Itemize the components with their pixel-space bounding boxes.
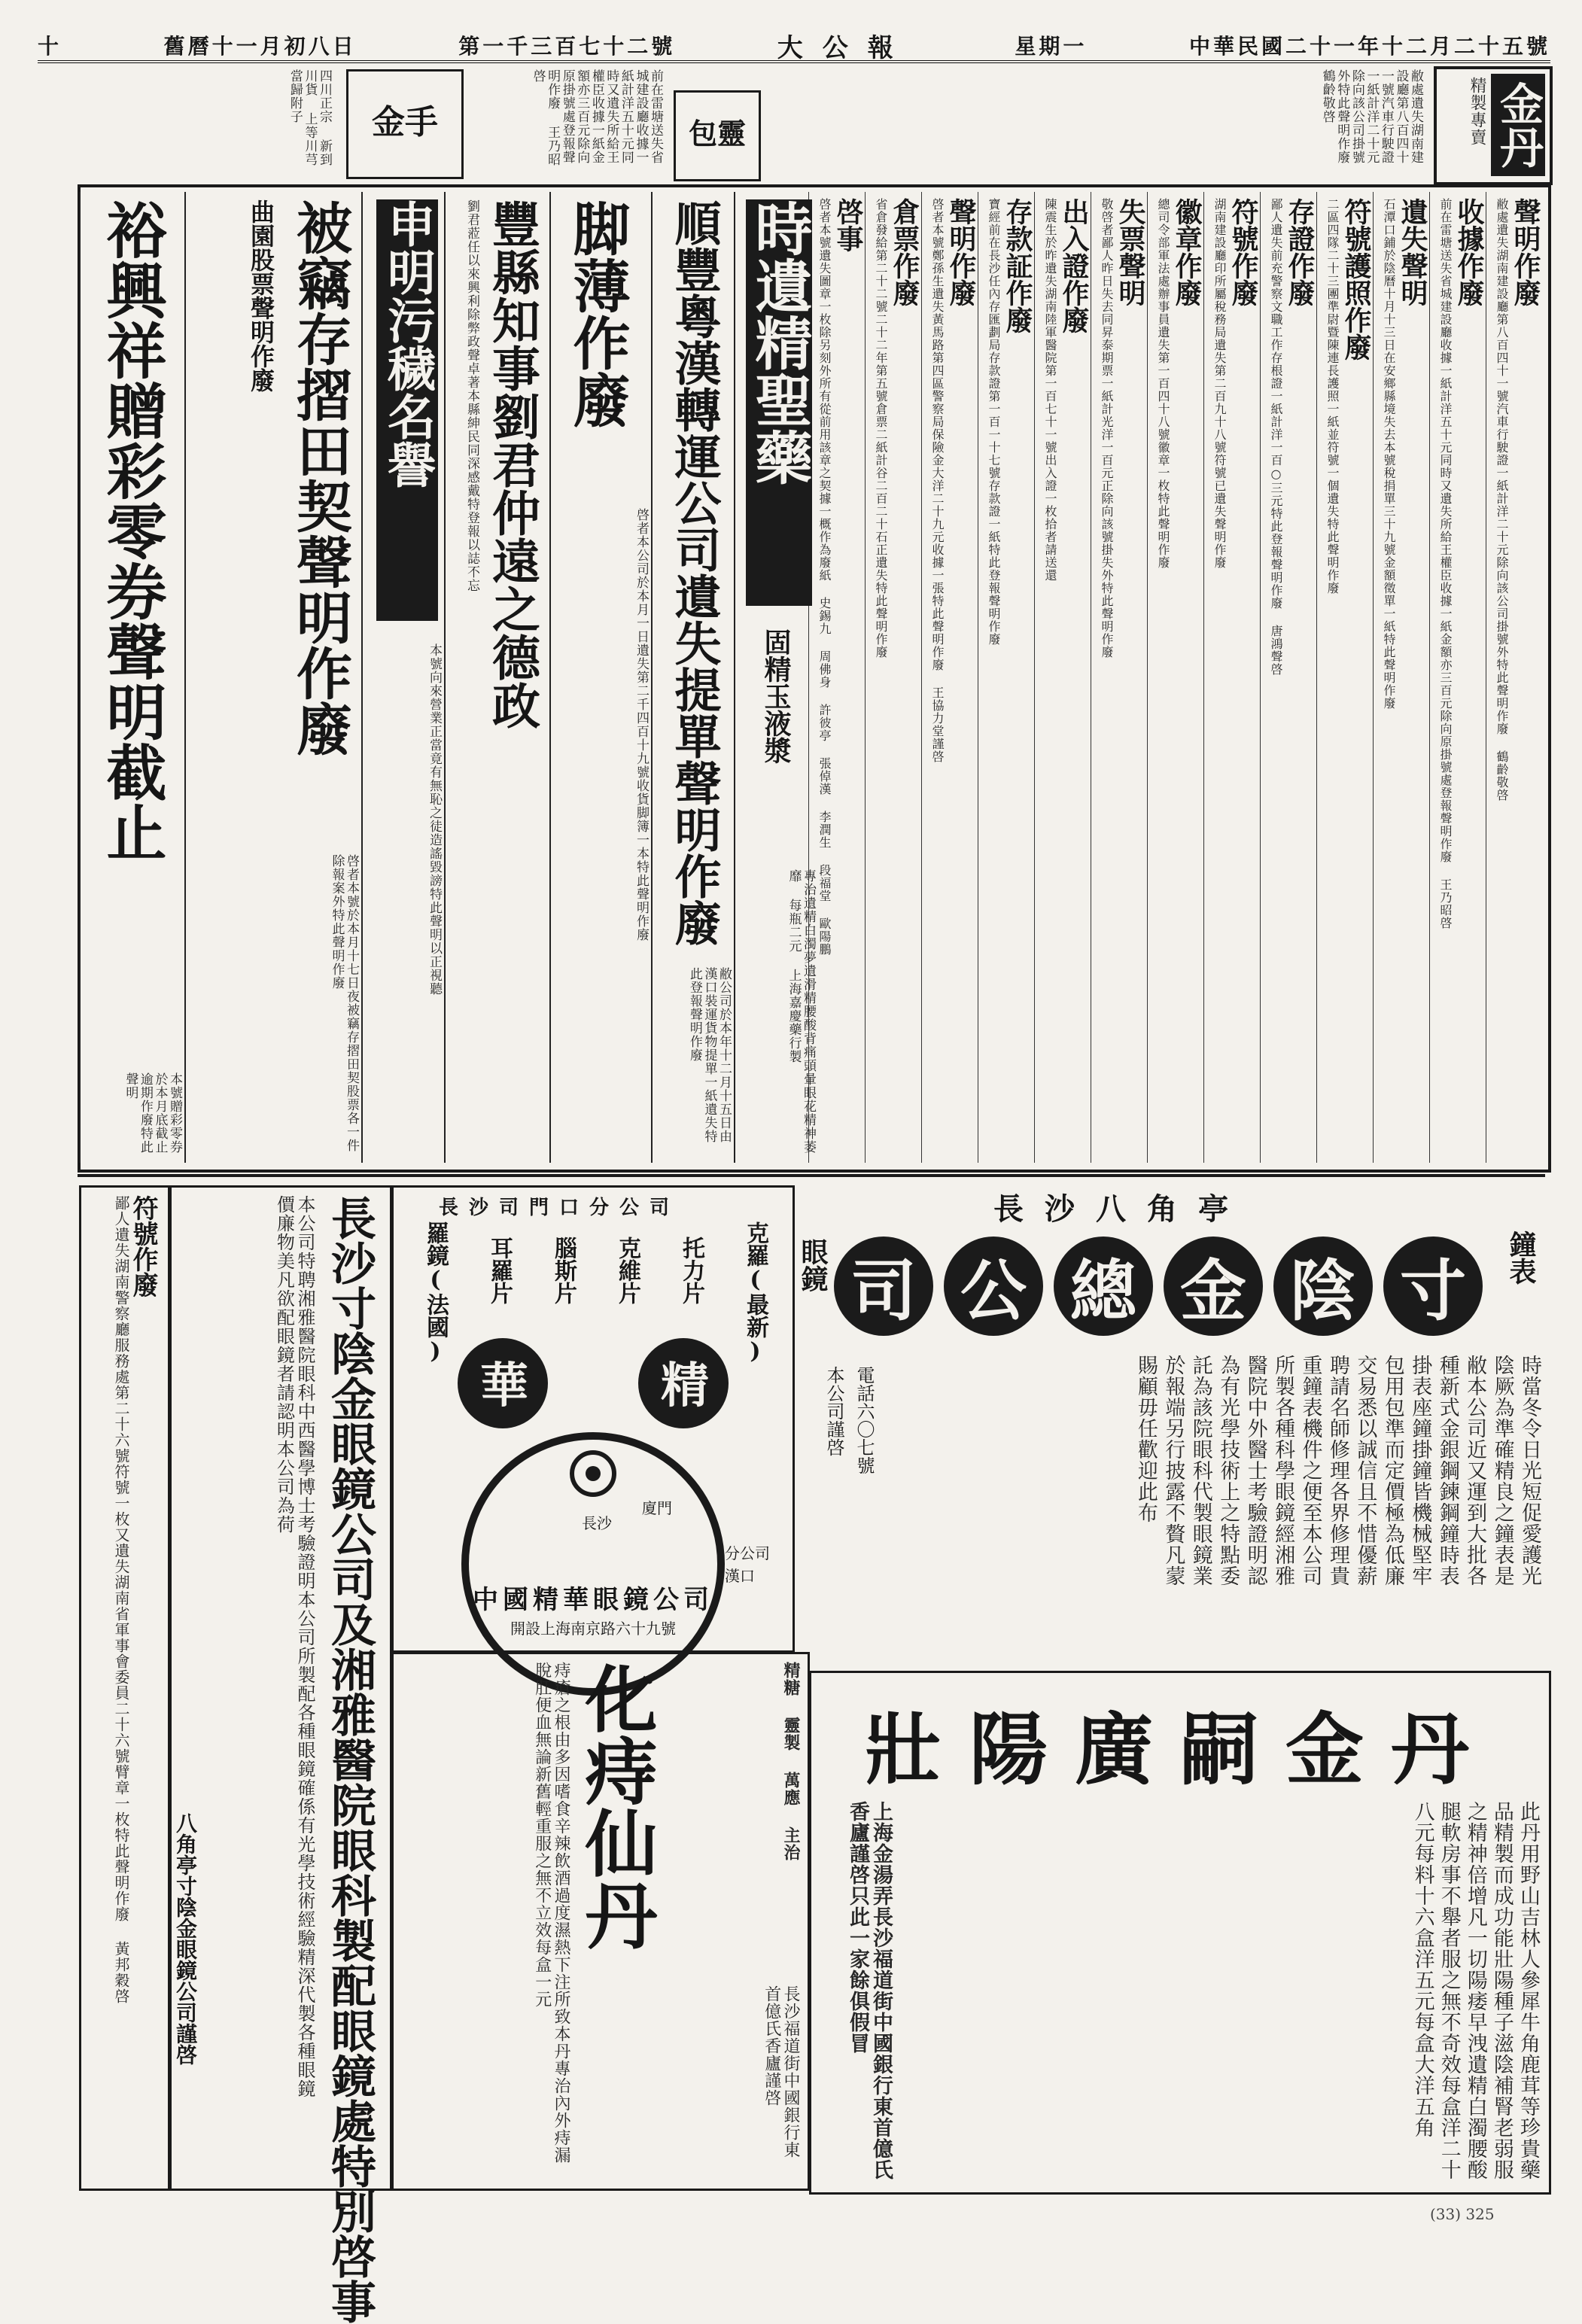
optical-header: 長沙司門口分公司 <box>439 1197 680 1219</box>
quyuan-sub: 曲園股票聲明作廢 <box>247 199 275 392</box>
shop-right-label: 鐘表 <box>1505 1230 1537 1285</box>
shop-name-circles <box>843 1230 1498 1343</box>
shop-name-char: 公 <box>944 1237 1043 1336</box>
brand-label: 克維片 <box>614 1237 640 1304</box>
publication-date: 中華民國二十一年十二月二十五號 <box>1188 34 1550 59</box>
ring-text: 中國精華眼鏡公司 <box>473 1585 713 1615</box>
brand-label: 克羅(最新) <box>742 1221 768 1364</box>
branch-b: 漢口 <box>725 1567 755 1585</box>
shop-phone: 電話六〇七號 <box>853 1366 875 1474</box>
notice-body: 陳震生於昨遺失湖南陸軍醫院第一百七十一號出入證一枚拾者請送還 <box>1043 198 1057 582</box>
notice-title: 符號作廢 <box>1228 198 1259 306</box>
shop-body: 時當冬令日光短促愛護光陰厥為準確精良之鐘表是敝本公司近又運到大批各種新式金銀鋼鍊鋼鐘時表掛表座鐘掛鐘皆機械堅牢包用包準而定價極為低廉交易悉以誠信且不惜優薪聘請名師修理各界修理貴重鐘表機件之便至本公司所製各種科學眼鏡經湘雅醫院中外醫士考驗證明認為有光學技術上之特點委託為該院眼科代製眼鏡業於報端另行披露不贅凡蒙賜顧毋任歡迎此布 <box>1133 1355 1541 1586</box>
hemorrhoid-body: 痔瘡之根由多因嗜食辛辣飲酒過度濕熱下注所致本丹專治內外痔漏脫肛便血無論新舊輕重服之無不立效每盒一元 <box>532 1662 570 2164</box>
notice-item <box>1486 192 1543 1163</box>
dezheng-headline: 豐縣知事劉君仲遠之德政 <box>484 199 540 729</box>
page-number: (33) 325 <box>1430 2205 1495 2223</box>
zhuangyang-headline: 壯陽廣嗣金丹 <box>863 1703 1496 1796</box>
zhuangyang-body: 此丹用野山吉林人參犀牛角鹿茸等珍貴藥品精製而成功能壯陽種子滋陰補腎老弱服之精神倍增凡一切陽痿早洩遺精白濁腰酸腿軟房事不舉者服之無不奇效每盒洋二十八元每料十六盒洋五元每盒大洋五角 <box>1410 1801 1540 2180</box>
optical-ad <box>391 1185 795 1653</box>
hemorrhoid-title: 化痔仙丹 <box>573 1662 659 1951</box>
page-mark: 十 <box>38 34 62 59</box>
masthead <box>38 30 1550 63</box>
baoling-ad <box>674 90 761 181</box>
left-strip-ad <box>346 69 464 179</box>
notice-columns <box>805 192 1543 1163</box>
notice-item <box>978 192 1035 1163</box>
mingyu-headline: 申明污穢名譽 <box>376 199 438 621</box>
mingyu-body: 本號向來營業正當竟有無恥之徒造謠毀謗特此聲明以正視聽 <box>427 643 442 996</box>
notice-item <box>1034 192 1091 1163</box>
shop-name-char: 司 <box>834 1237 933 1336</box>
notice-title: 徽章作廢 <box>1171 198 1203 306</box>
notice-body: 石潭口鋪於陰曆十月十三日在安鄉縣境失去本號稅捐單三十九號金額徵單一紙特此聲明作廢 <box>1382 198 1396 710</box>
shop-ad <box>798 1185 1547 1667</box>
hemorrhoid-sign: 長沙福道街中國銀行東首億氏香廬謹啓 <box>762 1985 800 2158</box>
feature-yijing <box>734 192 818 1163</box>
notice-title: 啓事 <box>832 198 864 252</box>
lunar-date: 舊曆十一月初八日 <box>163 34 357 59</box>
jinshou-title: 金手 <box>372 103 438 141</box>
yuxing-body: 本號贈彩零券於本月底截止逾期作廢特此聲明 <box>123 1072 182 1154</box>
notice-item <box>1203 192 1261 1163</box>
fuhao-body: 鄙人遺失湖南警察廳服務處第二十六號符號一枚又遺失湖南省軍事會委員二十六號臂章一枚特此聲明作廢 黃邦穀啓 <box>112 1195 130 2004</box>
emblem-char-left: 華 <box>480 1358 528 1414</box>
notices-region <box>805 192 1543 1163</box>
notice-title: 存款証作廢 <box>1002 198 1033 333</box>
zhuangyang-sales: 上海金湯弄長沙福道街中國銀行東首億氏香廬謹啓只此一家餘俱假冒 <box>845 1801 893 2180</box>
emblem-char-right: 精 <box>661 1358 709 1414</box>
shunfeng-body: 敝公司於本年十二月十五日由漢口裝運貨物提單一紙遺失特此登報聲明作廢 <box>686 967 732 1143</box>
jindan-title: 金丹 <box>1491 74 1545 176</box>
notice-body: 總司令部軍法處辦事員遺失第一百四十八號徽章一枚特此聲明作廢 <box>1156 198 1170 569</box>
center-strip-text: 前在雷塘送失省城建設廳收據一紙計洋五十元同時又遺失所給王權臣收據一紙金額亦三百元除向原掛號處登報聲明作廢 王乃昭啓 <box>530 69 663 166</box>
shop-left-label: 眼鏡 <box>797 1238 829 1292</box>
yuxing-headline: 裕興祥贈彩零券聲明截止 <box>96 199 167 862</box>
notice-title: 出入證作廢 <box>1058 198 1090 333</box>
feature-shunfeng <box>651 192 734 1163</box>
feature-jiaobu <box>549 192 651 1163</box>
notice-body: 敝處遺失湖南建設廳第八百四十一號汽車行駛證一紙計洋二十元除向該公司掛號外特此聲明作廢 鶴齡敬啓 <box>1495 198 1509 802</box>
hemorrhoid-ad <box>391 1652 810 2191</box>
brand-columns <box>401 1221 785 1364</box>
jindan-caption: 精製專賣 <box>1468 77 1486 146</box>
hospital-ad <box>169 1185 392 2324</box>
notice-title: 遺失聲明 <box>1397 198 1428 306</box>
brand-label: 托力片 <box>678 1237 704 1304</box>
feature-mingyu <box>361 192 444 1163</box>
notice-title: 存證作廢 <box>1284 198 1316 306</box>
notice-item <box>1429 192 1486 1163</box>
notice-title: 收據作廢 <box>1453 198 1485 306</box>
notice-title: 符號護照作廢 <box>1340 198 1372 360</box>
hospital-title-a: 長沙寸陰金眼鏡公司及湘雅醫院眼科製配眼鏡處特別啓事 <box>324 1195 376 2324</box>
notice-title: 倉票作廢 <box>889 198 920 306</box>
jiaobu-headline: 脚薄作廢 <box>564 199 631 428</box>
notice-item <box>865 192 922 1163</box>
top-strip-text: 敝處遺失湖南建設廳第八百四十一號汽車行駛證一紙計洋二十元除向該公司掛號外特此聲明作廢 鶴齡敬啓 <box>1319 69 1423 164</box>
branch-c: 長沙 <box>582 1514 612 1532</box>
shunfeng-headline: 順豐粵漢轉運公司遺失提單聲明作廢 <box>667 199 722 946</box>
brand-label: 耳羅片 <box>486 1237 513 1304</box>
notice-item <box>921 192 978 1163</box>
fuhao-notice <box>79 1185 170 2191</box>
shop-name-char: 陰 <box>1273 1237 1373 1336</box>
yijing-sub: 固精玉液漿 <box>760 628 792 764</box>
notice-item <box>1316 192 1374 1163</box>
right-strip-ad <box>1434 66 1553 185</box>
hospital-sign: 八角亭寸陰金眼鏡公司謹啓 <box>173 1812 198 2065</box>
notice-title: 聲明作廢 <box>1510 198 1541 306</box>
brand-label: 羅鏡(法國) <box>422 1221 449 1364</box>
branch-d: 廈門 <box>642 1499 672 1517</box>
hemorrhoid-side: 精糖 靈製 萬應 主治 <box>781 1662 801 1861</box>
yijing-headline: 時遺精聖藥 <box>746 199 812 606</box>
notice-body: 二區四隊二十三團準尉暨陳連長護照一紙並符號一個遺失特此聲明作廢 <box>1325 198 1340 595</box>
shop-name-char: 金 <box>1164 1237 1263 1336</box>
beiqie-body: 啓者本號於本月十七日夜被竊存摺田契股票各一件除報案外特此聲明作廢 <box>329 854 359 1152</box>
ring-sub: 開設上海南京路六十九號 <box>510 1620 676 1638</box>
branch-a: 分公司 <box>725 1544 770 1562</box>
notice-body: 省倉發給第二十二號二十二年第五號倉票二紙計谷二百二十石正遺失特此聲明作廢 <box>874 198 888 659</box>
notice-item <box>1260 192 1317 1163</box>
notice-body: 寶經前在長沙任內存匯劃局存款證第一百一十七號存款證一紙特此登報聲明作廢 <box>987 198 1001 646</box>
dezheng-body: 劉君蒞任以來興利除弊政聲卓著本縣紳民同深感戴特登報以誌不忘 <box>464 199 479 592</box>
left-strip-blurb: 四川正宗 新到川貨 上等川芎當歸附子 <box>287 69 332 166</box>
notice-body: 湖南建設廳印所屬稅務局遺失第二百九十八號符號已遺失聲明作廢 <box>1212 198 1227 569</box>
notice-title: 聲明作廢 <box>945 198 977 306</box>
lower-divider <box>78 1174 1545 1177</box>
yijing-body: 專治遺精白濁夢遺滑精腰酸背痛頭暈眼花精神萎靡 每瓶二元 上海嘉慶藥行製 <box>786 869 816 1154</box>
notice-body: 敬啓者鄙人昨日失去同昇泰期票一紙計光洋一百元正除向該號掛失外特此聲明作廢 <box>1100 198 1114 659</box>
notice-body: 鄙人遺失前充警察文職工作存根證一紙計洋一百○三元特此登報聲明作廢 唐鴻聲啓 <box>1269 198 1283 676</box>
feature-dezheng <box>444 192 549 1163</box>
shop-sign: 本公司謹啓 <box>823 1366 844 1456</box>
fuhao-title: 符號作廢 <box>128 1195 158 1297</box>
feature-beiqie <box>184 192 361 1163</box>
issue-number: 第一千三百七十二號 <box>458 34 676 59</box>
shop-name-char: 寸 <box>1383 1237 1483 1336</box>
notice-body: 前在雷塘送失省城建設廳收據一紙計洋五十元同時又遺失所給王權臣收據一紙金額亦三百元除向原掛號處登報聲明作廢 王乃昭啓 <box>1438 198 1453 929</box>
notice-item <box>1147 192 1204 1163</box>
zhuangyang-ad <box>809 1671 1551 2195</box>
baoling-title: 包靈 <box>688 117 746 151</box>
notice-title: 失票聲明 <box>1115 198 1146 306</box>
jiaobu-body: 啓者本公司於本月一日遺失第二千四百十九號收貨脚簿一本特此聲明作廢 <box>634 508 649 941</box>
paper-name: 大公報 <box>777 32 913 63</box>
emblem-pupil <box>586 1466 601 1481</box>
notice-body: 啓者本號鄭孫生遺失黃馬路第四區警察局保險金大洋二十九元收據一張特此聲明作廢 王協力堂謹啓 <box>930 198 945 763</box>
notice-item <box>1373 192 1430 1163</box>
notice-body: 啓者本號遺失圖章一枚除另刻外所有從前用該章之契據一概作為廢紙 史錫九 周佛身 許彼亭 張倬漢 李潤生 段福堂 歐陽鵬 <box>817 198 832 956</box>
feature-yuxing <box>79 192 184 1163</box>
shop-top-label: 長沙八角亭 <box>993 1191 1249 1227</box>
brand-label: 腦斯片 <box>550 1237 577 1304</box>
beiqie-headline: 被竊存摺田契聲明作廢 <box>287 199 352 756</box>
shop-name-char: 總 <box>1054 1237 1153 1336</box>
weekday: 星期一 <box>1015 34 1088 59</box>
hospital-body: 本公司特聘湘雅醫院眼科中西醫學博士考驗證明本公司所製配各種眼鏡確係有光學技術經驗精深代製各種眼鏡價廉物美凡欲配眼鏡者請認明本公司為荷 <box>273 1195 315 2098</box>
notice-item <box>1091 192 1148 1163</box>
